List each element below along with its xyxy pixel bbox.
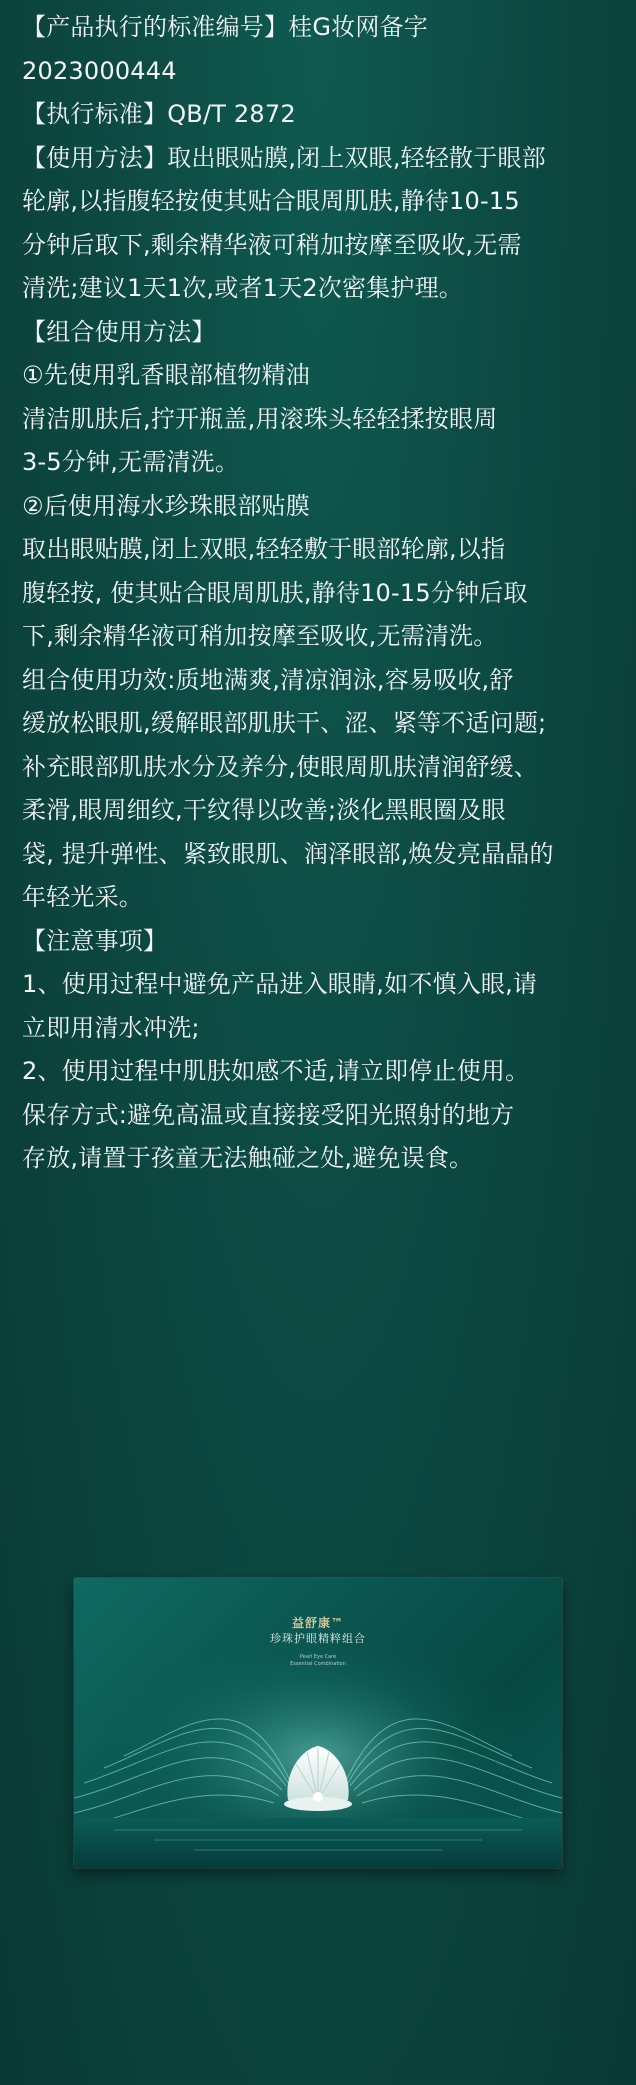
text-line: 1、使用过程中避免产品进入眼睛,如不慎入眼,请 bbox=[22, 970, 538, 998]
box-subtitle: Pearl Eye Care Essential Combination bbox=[290, 1654, 346, 1667]
text-line: 【产品执行的标准编号】桂G妆网备字 bbox=[22, 13, 428, 41]
text-line: 立即用清水冲洗; bbox=[22, 1013, 200, 1042]
text-line: 存放,请置于孩童无法触碰之处,避免误食。 bbox=[22, 1144, 474, 1172]
text-line: 下,剩余精华液可稍加按摩至吸收,无需清洗。 bbox=[22, 622, 498, 650]
text-line: 3-5分钟,无需清洗。 bbox=[22, 448, 240, 476]
text-line: 年轻光采。 bbox=[22, 883, 143, 911]
text-line: 缓放松眼肌,缓解眼部肌肤干、涩、紧等不适问题; bbox=[22, 709, 547, 737]
text-line: 轮廓,以指腹轻按使其贴合眼周肌肤,静待10-15 bbox=[22, 187, 520, 215]
text-line: 保存方式:避免高温或直接接受阳光照射的地方 bbox=[22, 1100, 515, 1129]
text-line: 柔滑,眼周细纹,干纹得以改善;淡化黑眼圈及眼 bbox=[22, 796, 506, 824]
text-line: ②后使用海水珍珠眼部贴膜 bbox=[22, 491, 310, 520]
text-line: 腹轻按, 使其贴合眼周肌肤,静待10-15分钟后取 bbox=[22, 578, 528, 607]
text-line: 补充眼部肌肤水分及养分,使眼周肌肤清润舒缓、 bbox=[22, 752, 539, 781]
text-line: 清洗;建议1天1次,或者1天2次密集护理。 bbox=[22, 274, 463, 302]
text-line: 2023000444 bbox=[22, 56, 177, 85]
box-title: 珍珠护眼精粹组合 bbox=[270, 1632, 366, 1645]
text-line: 袋, 提升弹性、紧致眼肌、润泽眼部,焕发亮晶晶的 bbox=[22, 839, 554, 868]
text-line: 组合使用功效:质地满爽,清凉润泳,容易吸收,舒 bbox=[22, 665, 514, 694]
text-line: 【使用方法】取出眼贴膜,闭上双眼,轻轻散于眼部 bbox=[22, 143, 546, 172]
text-line: 【注意事项】 bbox=[22, 926, 168, 955]
text-line: ①先使用乳香眼部植物精油 bbox=[22, 361, 310, 389]
box-brand: 益舒康™ bbox=[291, 1616, 344, 1630]
text-line: 【执行标准】QB/T 2872 bbox=[22, 100, 296, 128]
text-line: 清洁肌肤后,拧开瓶盖,用滚珠头轻轻揉按眼周 bbox=[22, 404, 498, 433]
text-line: 取出眼贴膜,闭上双眼,轻轻敷于眼部轮廓,以指 bbox=[22, 535, 506, 563]
text-line: 分钟后取下,剩余精华液可稍加按摩至吸收,无需 bbox=[22, 230, 522, 259]
product-box-image bbox=[74, 1578, 562, 1868]
product-info-text bbox=[22, 6, 622, 1181]
text-line: 2、使用过程中肌肤如感不适,请立即停止使用。 bbox=[22, 1057, 530, 1085]
text-line: 【组合使用方法】 bbox=[22, 317, 216, 346]
